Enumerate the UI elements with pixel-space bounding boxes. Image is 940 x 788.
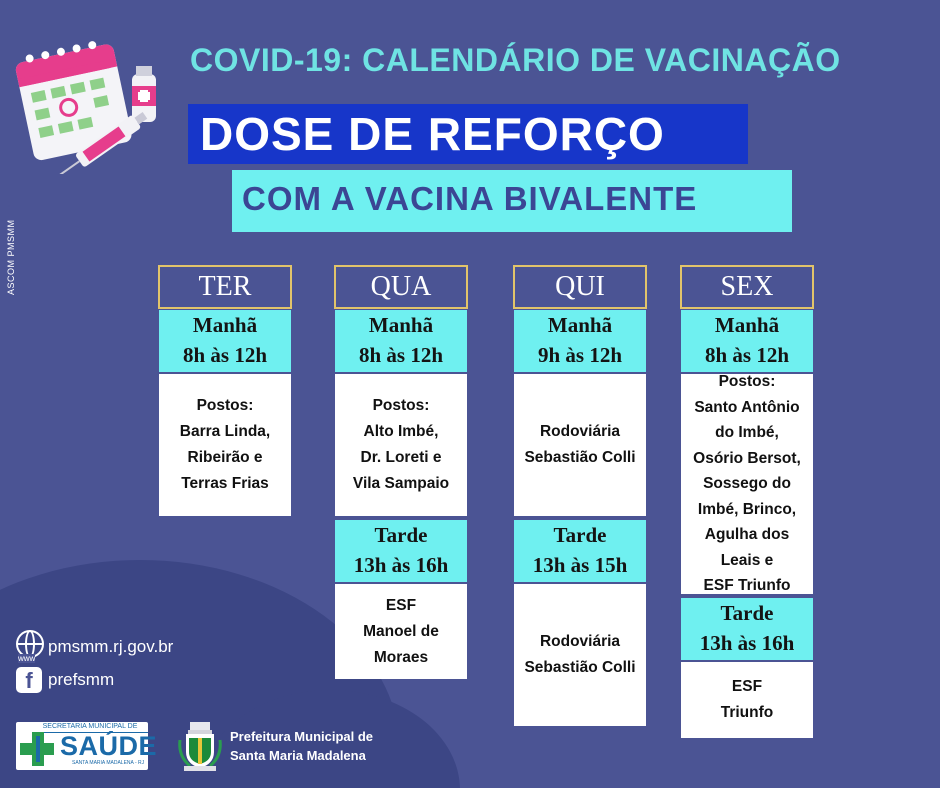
facebook-link[interactable]: [16, 667, 114, 693]
health-cross-icon: [20, 732, 54, 766]
location-line: Moraes: [373, 648, 429, 666]
shift-label: Tarde: [720, 601, 774, 625]
calendar-vaccine-icon: [14, 24, 164, 174]
saude-logo-main: SAÚDE: [60, 731, 158, 761]
booster-dose-banner: DOSE DE REFORÇO: [188, 104, 748, 164]
morning-shift-sex: [681, 310, 813, 372]
globe-icon: [16, 630, 46, 664]
location-box-ter-morning: [159, 374, 291, 516]
location-line: Alto Imbé,: [363, 423, 439, 440]
location-line: Terras Frias: [181, 475, 269, 492]
location-line: Postos:: [196, 397, 254, 414]
facebook-handle: prefsmm: [48, 670, 115, 689]
location-line: Rodoviária: [539, 423, 621, 440]
facebook-icon: f: [16, 667, 42, 693]
location-line: Vila Sampaio: [352, 475, 450, 492]
saude-logo-sub: SANTA MARIA MADALENA - RJ: [72, 760, 145, 766]
shift-time: 13h às 15h: [532, 553, 628, 577]
location-line: Sossego do: [703, 475, 791, 493]
location-line: Sebastião Colli: [524, 659, 636, 676]
location-line: Rodoviária: [539, 633, 621, 650]
location-line: Osório Bersot,: [693, 449, 801, 467]
shift-label: Manhã: [192, 313, 258, 337]
day-header-qui: QUI: [513, 265, 647, 309]
side-credit: ASCOM PMSMM: [6, 219, 16, 295]
shift-time: 13h às 16h: [699, 631, 795, 655]
location-line: Barra Linda,: [179, 423, 271, 440]
day-header-ter: TER: [158, 265, 292, 309]
location-line: Sebastião Colli: [524, 449, 636, 466]
location-line: Triunfo: [720, 704, 774, 721]
location-line: Manoel de: [363, 622, 439, 640]
location-line: Postos:: [718, 373, 776, 391]
location-line: Leais e: [720, 551, 774, 569]
location-box-sex-afternoon: [681, 662, 813, 738]
prefeitura-line1: Prefeitura Municipal de: [230, 729, 374, 744]
location-box-qua-afternoon: [335, 584, 467, 679]
saude-logo: [16, 722, 158, 770]
prefeitura-line2: Santa Maria Madalena: [230, 748, 366, 763]
shift-time: 8h às 12h: [358, 343, 444, 367]
page-title: COVID-19: CALENDÁRIO DE VACINAÇÃO: [190, 42, 841, 78]
shift-time: 9h às 12h: [537, 343, 623, 367]
shift-label: Manhã: [368, 313, 434, 337]
location-box-qui-morning: [514, 374, 646, 516]
prefeitura-logo: [176, 720, 373, 772]
shift-time: 8h às 12h: [182, 343, 268, 367]
location-line: Dr. Loreti e: [360, 449, 442, 466]
saude-logo-top: SECRETARIA MUNICIPAL DE: [32, 722, 148, 733]
location-line: Ribeirão e: [187, 449, 263, 466]
shift-label: Tarde: [374, 523, 428, 547]
morning-shift-qua: [335, 310, 467, 372]
shift-time: 13h às 16h: [353, 553, 449, 577]
shift-label: Manhã: [547, 313, 613, 337]
coat-of-arms-icon: [176, 720, 224, 772]
shift-label: Tarde: [553, 523, 607, 547]
location-line: do Imbé,: [715, 424, 779, 442]
website-text: pmsmm.rj.gov.br: [48, 637, 174, 656]
afternoon-shift-qua: [335, 520, 467, 582]
website-link[interactable]: [16, 630, 173, 664]
location-box-qua-morning: [335, 374, 467, 516]
day-header-sex: SEX: [680, 265, 814, 309]
shift-label: Manhã: [714, 313, 780, 337]
day-header-qua: QUA: [334, 265, 468, 309]
afternoon-shift-sex: [681, 598, 813, 660]
location-line: Postos:: [372, 397, 430, 414]
location-box-qui-afternoon: [514, 584, 646, 726]
location-line: Imbé, Brinco,: [697, 500, 797, 518]
afternoon-shift-qui: [514, 520, 646, 582]
morning-shift-ter: [159, 310, 291, 372]
location-box-sex-morning: [681, 374, 813, 594]
location-line: ESF: [731, 678, 763, 695]
location-line: ESF Triunfo: [703, 577, 791, 595]
shift-time: 8h às 12h: [704, 343, 790, 367]
location-line: Agulha dos: [704, 526, 790, 544]
globe-caption: www: [18, 654, 36, 663]
bivalent-vaccine-banner: COM A VACINA BIVALENTE: [232, 170, 792, 232]
morning-shift-qui: [514, 310, 646, 372]
location-line: Santo Antônio: [694, 398, 800, 416]
location-line: ESF: [385, 596, 417, 614]
